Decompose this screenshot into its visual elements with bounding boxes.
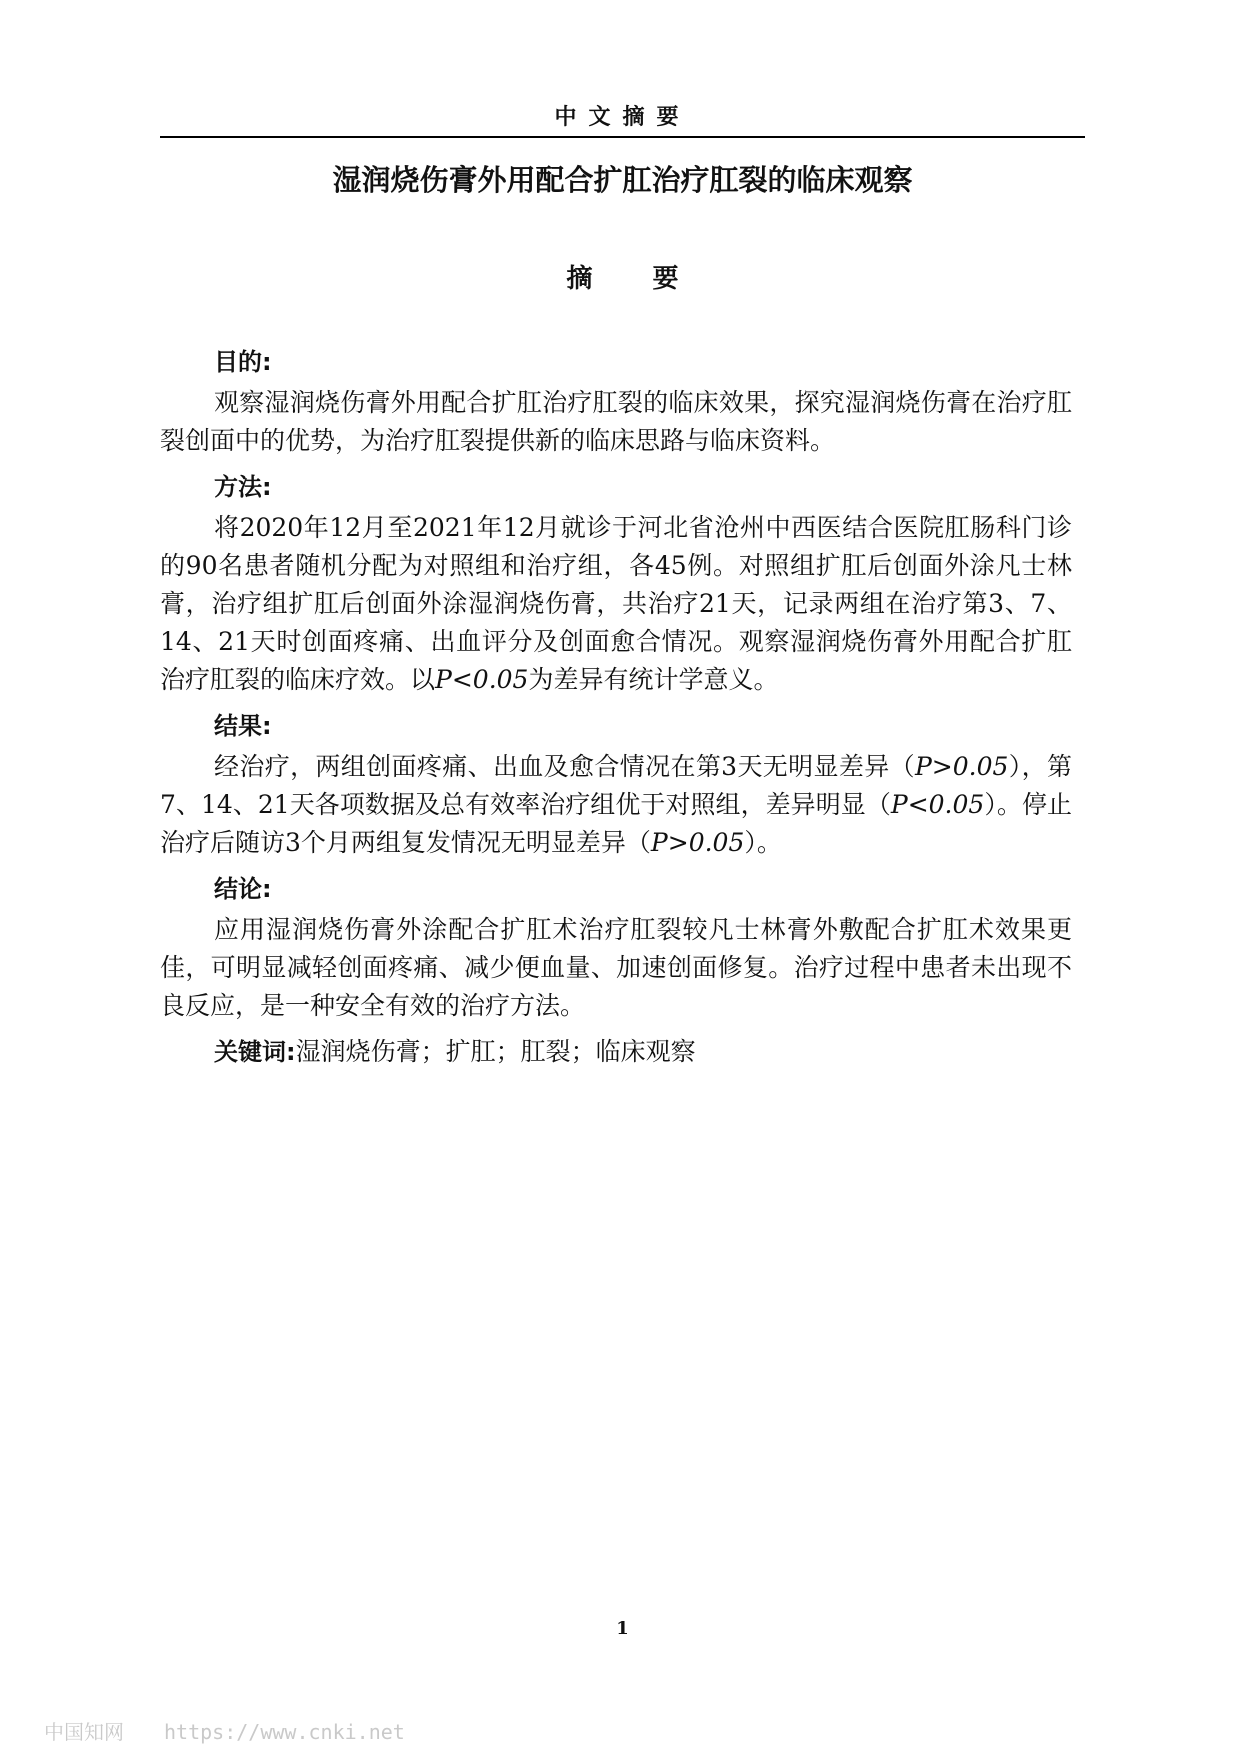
watermark-brand: 中国知网 <box>44 1720 124 1744</box>
results-text-2: ），第7、14、21天各项数据及总有效率治疗组优于对照组，差异明显（ <box>160 752 1072 819</box>
header-rule <box>160 136 1085 138</box>
results-p-value-1: P>0.05 <box>914 752 1009 781</box>
page-number: 1 <box>616 1618 629 1639</box>
keywords-line <box>160 1033 1072 1071</box>
thesis-title: 湿润烧伤膏外用配合扩肛治疗肛裂的临床观察 <box>332 163 913 197</box>
abstract-heading: 摘要 <box>566 264 739 294</box>
objective-text: 观察湿润烧伤膏外用配合扩肛治疗肛裂的临床效果，探究湿润烧伤膏在治疗肛裂创面中的优势，为治疗肛裂提供新的临床思路与临床资料。 <box>160 388 1072 455</box>
keywords-text: 湿润烧伤膏；扩肛；肛裂；临床观察 <box>295 1037 696 1066</box>
methods-paragraph <box>160 509 1072 699</box>
methods-text: 将2020年12月至2021年12月就诊于河北省沧州中西医结合医院肛肠科门诊的90名患者随机分配为对照组和治疗组，各45例。对照组扩肛后创面外涂凡士林膏，治疗组扩肛后创面外涂湿润烧伤膏，共治疗21天，记录两组在治疗第3、7、14、21天时创面疼痛、出血评分及创面愈合情况。观察湿润烧伤膏外用配合扩肛治疗肛裂的临床疗效。以 <box>160 513 1072 694</box>
results-p-value-3: P>0.05 <box>650 828 745 857</box>
results-text-1: 经治疗，两组创面疼痛、出血及愈合情况在第3天无明显差异（ <box>214 752 915 781</box>
conclusion-text: 应用湿润烧伤膏外涂配合扩肛术治疗肛裂较凡士林膏外敷配合扩肛术效果更佳，可明显减轻创面疼痛、减少便血量、加速创面修复。治疗过程中患者未出现不良反应，是一种安全有效的治疗方法。 <box>160 915 1072 1020</box>
conclusion-label: 结论: <box>214 875 272 903</box>
methods-text-after: 为差异有统计学意义。 <box>528 665 779 694</box>
objective-label: 目的: <box>214 348 272 376</box>
keywords-label: 关键词: <box>214 1038 296 1066</box>
results-paragraph <box>160 748 1072 862</box>
watermark <box>44 1716 405 1745</box>
methods-label: 方法: <box>214 473 272 501</box>
results-text-3: ）。停止治疗后随访3个月两组复发情况无明显差异（ <box>160 790 1072 857</box>
results-label: 结果: <box>214 712 272 740</box>
abstract-body <box>160 343 1072 1071</box>
results-text-4: ）。 <box>744 828 782 857</box>
results-p-value-2: P<0.05 <box>890 790 985 819</box>
methods-p-value: P<0.05 <box>435 665 529 694</box>
running-header: 中文摘要 <box>554 104 691 130</box>
watermark-url: https://www.cnki.net <box>164 1720 405 1744</box>
